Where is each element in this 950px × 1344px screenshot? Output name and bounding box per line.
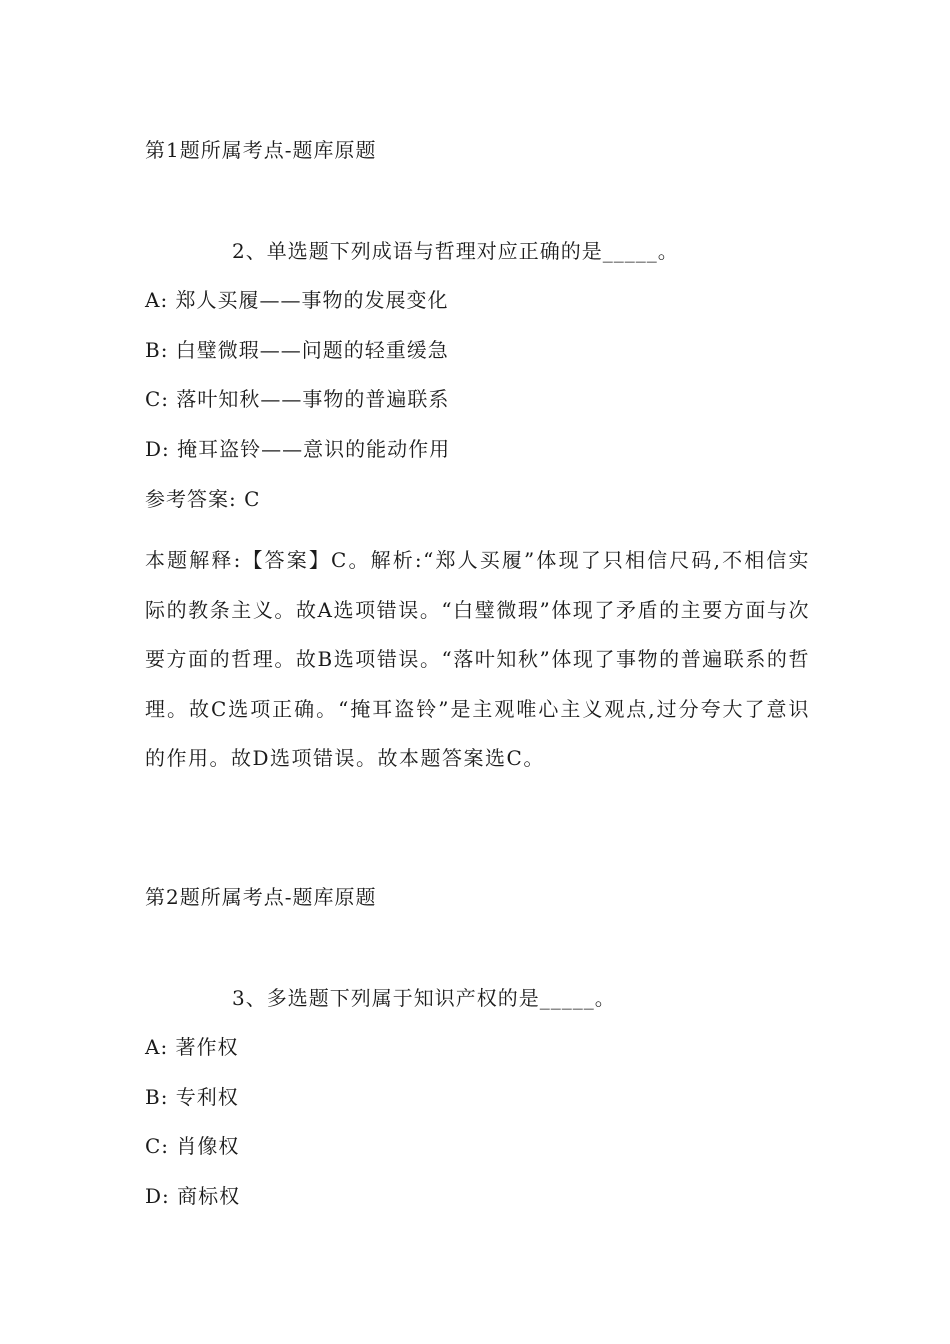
q2-answer: 参考答案: C [145, 487, 261, 511]
q1-topic-label: 第1题所属考点-题库原题 [145, 138, 377, 162]
q3-option-c: C: 肖像权 [145, 1134, 240, 1158]
q3-option-b: B: 专利权 [145, 1085, 239, 1109]
q3-stem: 3、多选题下列属于知识产权的是_____。 [232, 986, 616, 1010]
q2-option-d: D: 掩耳盗铃——意识的能动作用 [145, 437, 451, 461]
q3-option-a: A: 著作权 [145, 1035, 239, 1059]
q2-stem: 2、单选题下列成语与哲理对应正确的是_____。 [232, 239, 679, 263]
q2-option-b: B: 白璧微瑕——问题的轻重缓急 [145, 338, 449, 362]
q2-option-c: C: 落叶知秋——事物的普遍联系 [145, 387, 450, 411]
q2-explanation: 本题解释:【答案】C。解析:“郑人买履”体现了只相信尺码,不相信实际的教条主义。故A选项错误。“白璧微瑕”体现了矛盾的主要方面与次要方面的哲理。故B选项错误。“落叶知秋”体现了事物的普遍联系的哲理。故C选项正确。“掩耳盗铃”是主观唯心主义观点,过分夸大了意识的作用。故D选项错误。故本题答案选C。 [145, 548, 810, 771]
q2-topic-label: 第2题所属考点-题库原题 [145, 885, 377, 909]
q3-option-d: D: 商标权 [145, 1184, 241, 1208]
q2-option-a: A: 郑人买履——事物的发展变化 [145, 288, 449, 312]
